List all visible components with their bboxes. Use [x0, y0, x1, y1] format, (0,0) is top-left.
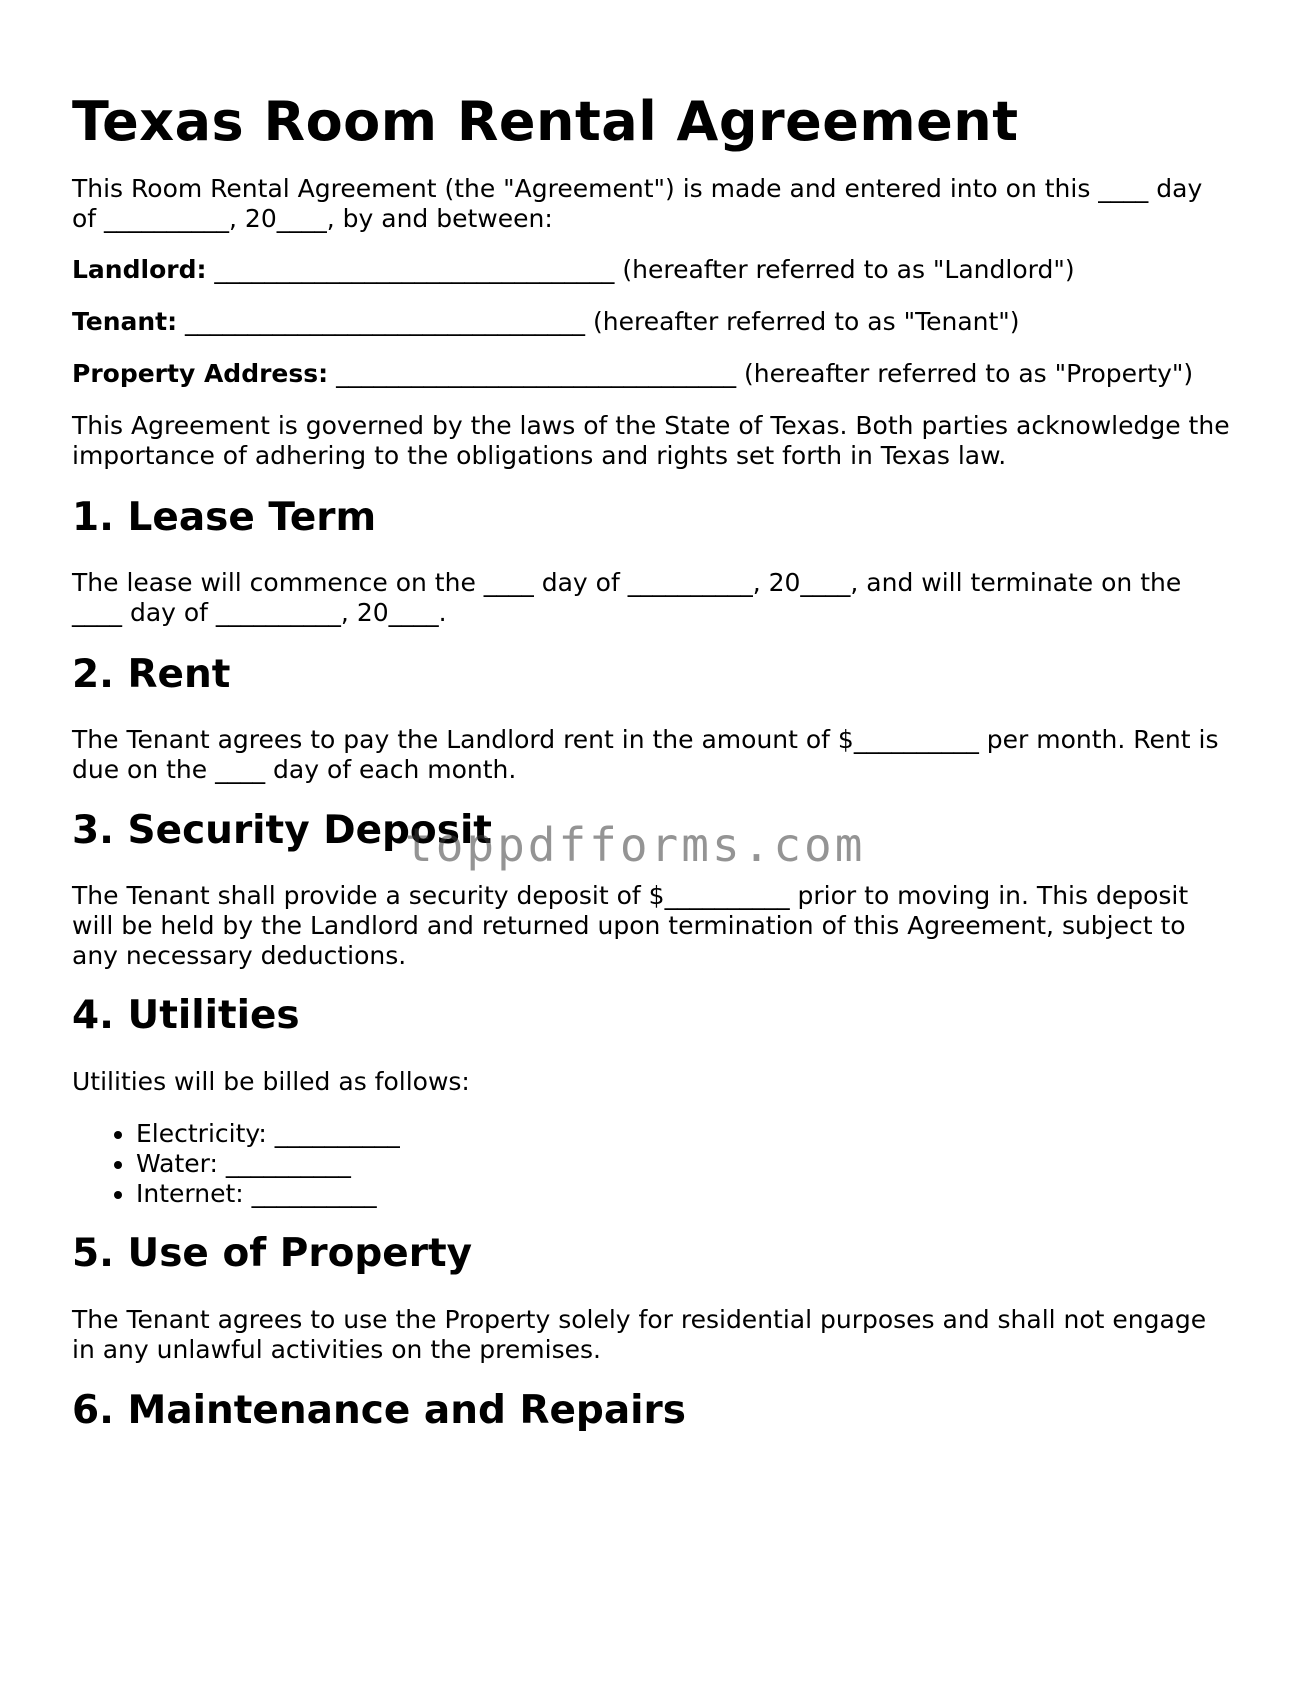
section-heading-security-deposit: 3. Security Deposit: [72, 808, 492, 853]
landlord-line: [72, 255, 1232, 285]
section-heading-maintenance-and-repairs: 6. Maintenance and Repairs: [72, 1388, 686, 1433]
utilities-list: [72, 1119, 1232, 1209]
section-body-utilities: [72, 1067, 1232, 1097]
section-body-lease-term: [72, 568, 1232, 628]
landlord-blank-text: ________________________________ (hereafter referred to as "Landlord"): [206, 255, 1075, 284]
watermark-text: toppdfforms.com: [405, 818, 866, 872]
governing-law-text: This Agreement is governed by the laws of the State of Texas. Both parties acknowledge the importance of adhering to the obligations and rights set forth in Texas law.: [72, 411, 1230, 470]
section-heading-utilities: 4. Utilities: [72, 993, 300, 1038]
list-item: • Internet: __________: [136, 1179, 1232, 1209]
section-heading-use-of-property: 5. Use of Property: [72, 1231, 473, 1276]
lease-term-text: The lease will commence on the ____ day of __________, 20____, and will terminate on the ____ day of __________, 20____.: [72, 568, 1182, 627]
document-title: Texas Room Rental Agreement: [72, 90, 1019, 153]
governing-law-paragraph: [72, 411, 1232, 471]
intro-paragraph: [72, 174, 1232, 234]
security-deposit-text: The Tenant shall provide a security deposit of $__________ prior to moving in. This deposit will be held by the Landlord and returned upon termination of this Agreement, subject to any necessary deductions.: [72, 881, 1189, 970]
tenant-blank-text: ________________________________ (hereafter referred to as "Tenant"): [177, 307, 1020, 336]
utilities-intro-text: Utilities will be billed as follows:: [72, 1067, 470, 1096]
tenant-line: [72, 307, 1232, 337]
section-heading-lease-term: 1. Lease Term: [72, 495, 377, 540]
section-body-rent: [72, 725, 1232, 785]
tenant-label: Tenant:: [72, 307, 178, 336]
intro-text: This Room Rental Agreement (the "Agreement") is made and entered into on this ____ day of __________, 20____, by and between:: [72, 174, 1203, 233]
section-heading-rent: 2. Rent: [72, 652, 231, 697]
property-address-line: [72, 359, 1232, 389]
section-body-use-of-property: [72, 1305, 1232, 1365]
section-body-security-deposit: [72, 881, 1232, 971]
property-address-blank-text: ________________________________ (hereafter referred to as "Property"): [328, 359, 1194, 388]
rent-text: The Tenant agrees to pay the Landlord rent in the amount of $__________ per month. Rent is due on the ____ day of each month.: [72, 725, 1219, 784]
list-item: • Water: __________: [136, 1149, 1232, 1179]
list-item: • Electricity: __________: [136, 1119, 1232, 1149]
use-of-property-text: The Tenant agrees to use the Property solely for residential purposes and shall not engage in any unlawful activities on the premises.: [72, 1305, 1207, 1364]
property-address-label: Property Address:: [72, 359, 329, 388]
landlord-label: Landlord:: [72, 255, 207, 284]
